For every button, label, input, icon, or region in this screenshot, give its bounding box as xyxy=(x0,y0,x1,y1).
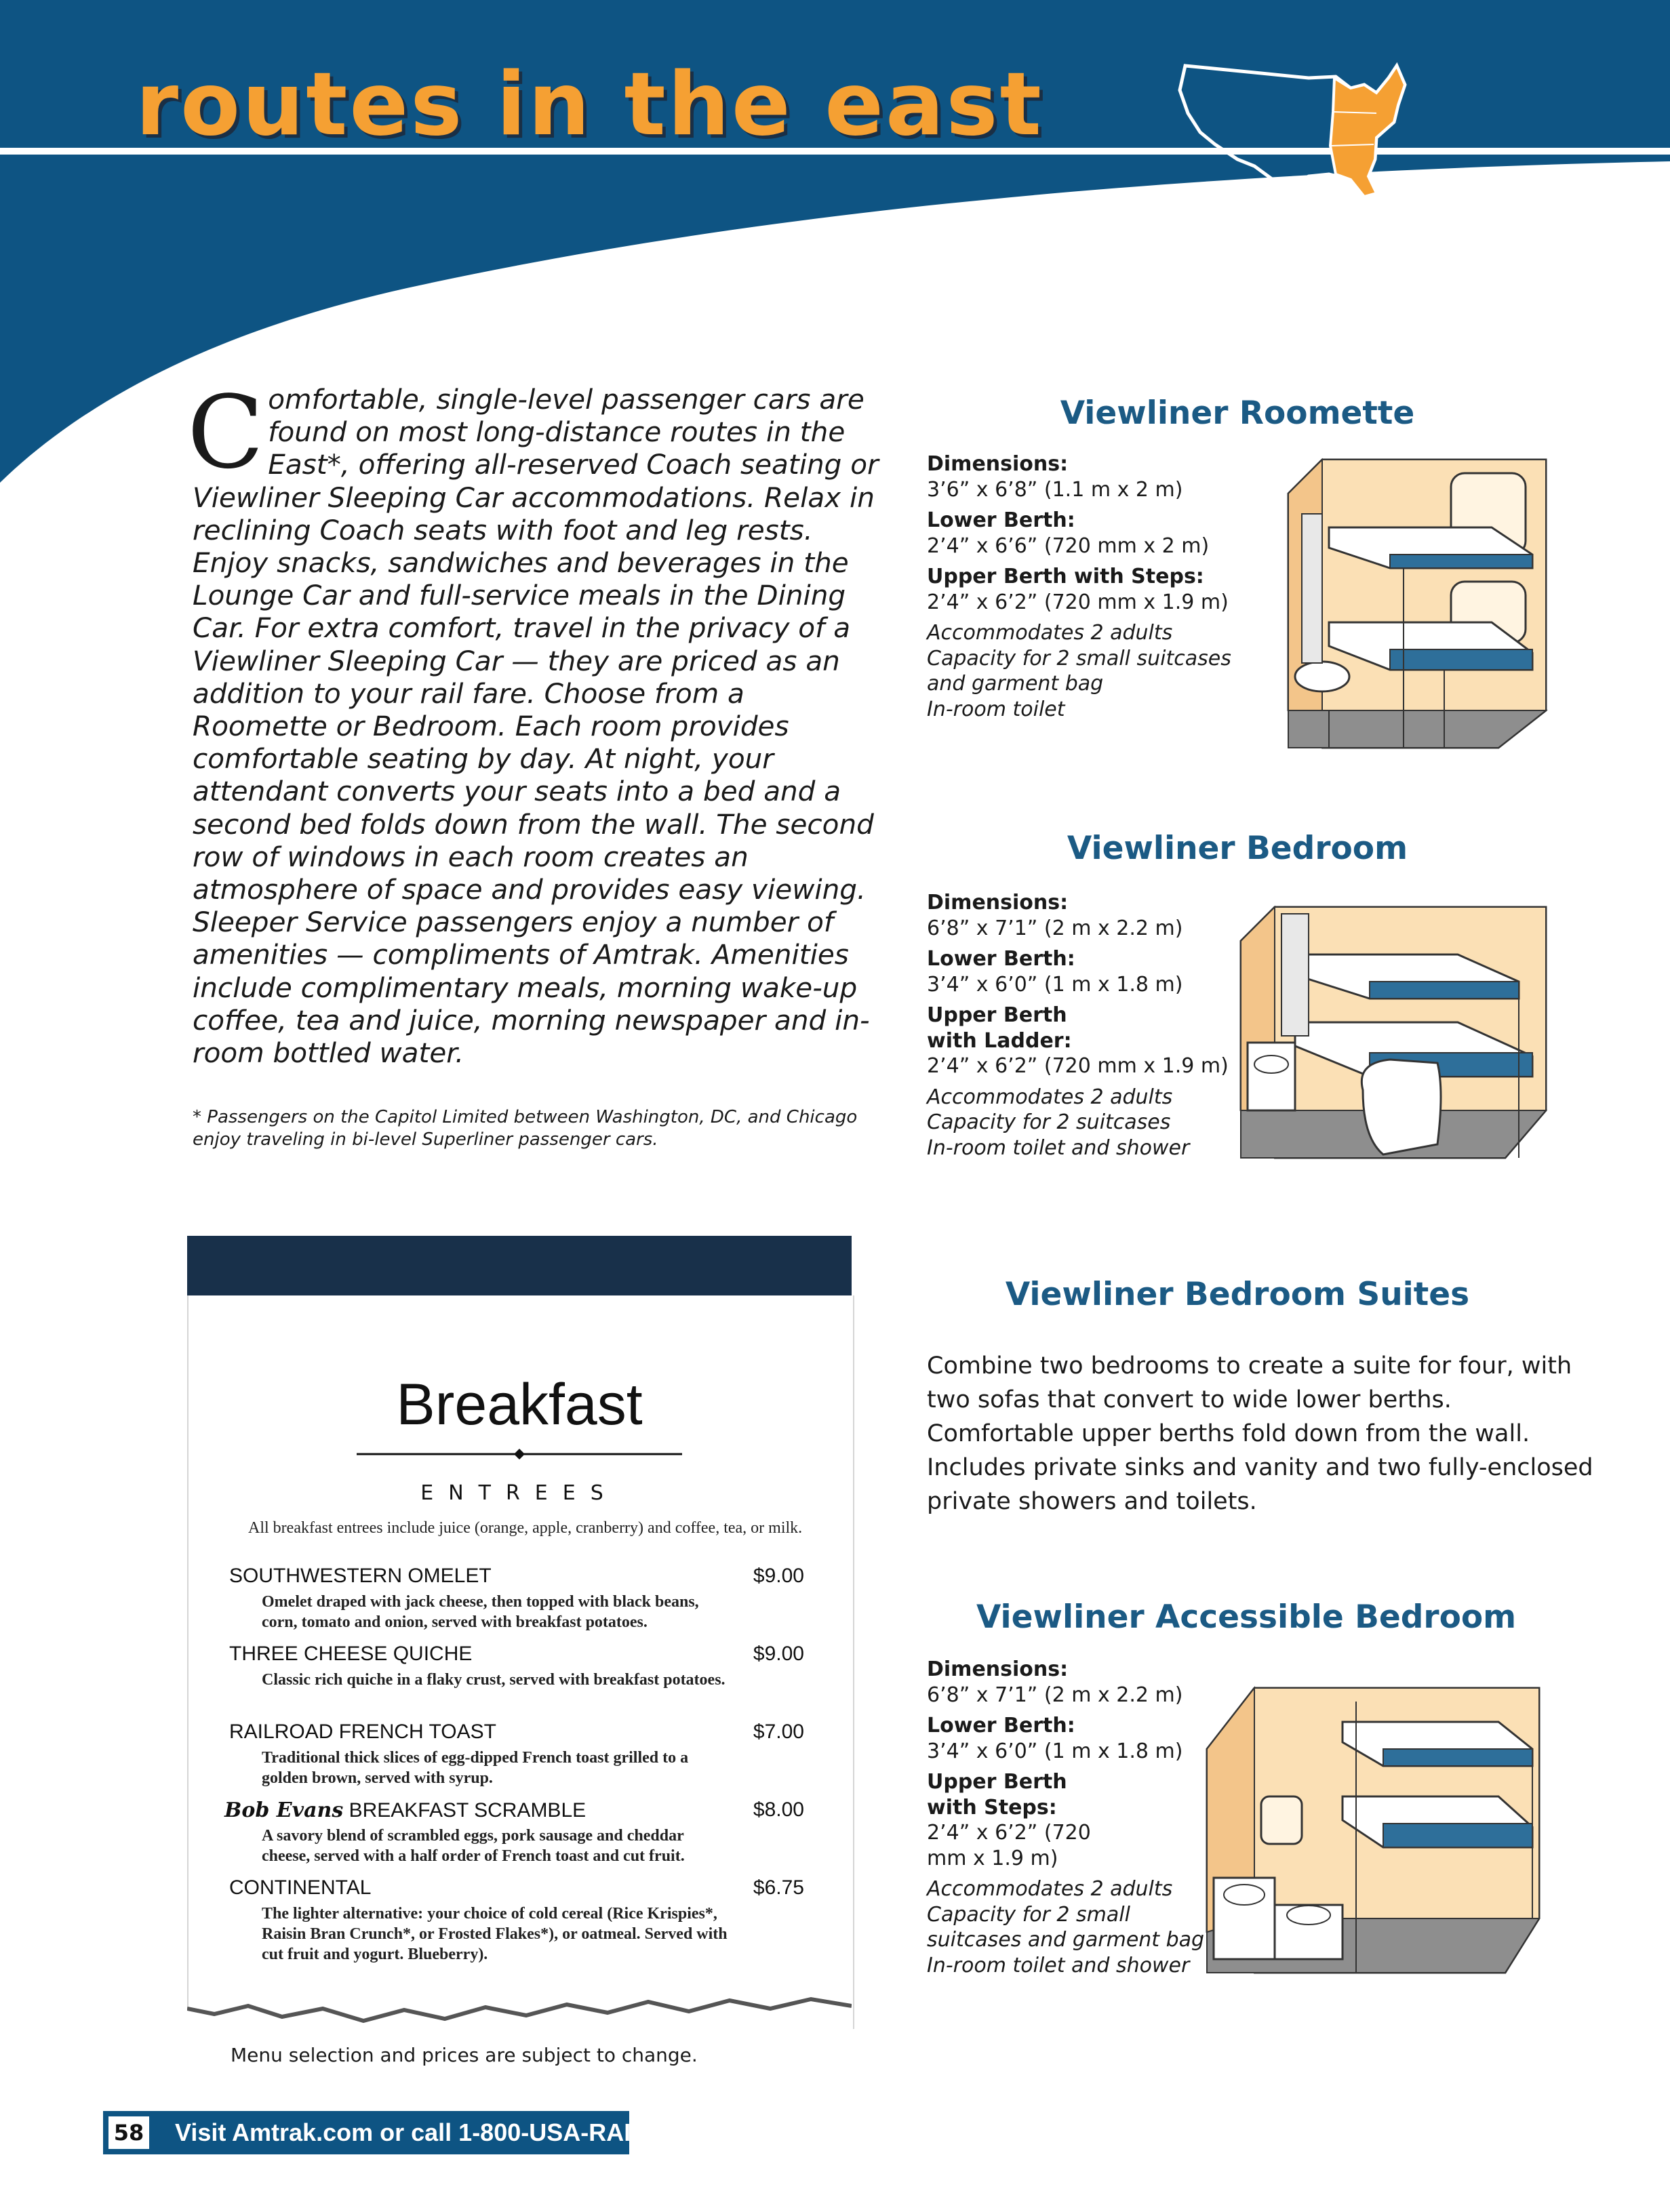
menu-caption: Menu selection and prices are subject to change. xyxy=(231,2044,698,2066)
bedroom-specs xyxy=(927,890,1252,1161)
bedroom-lower-label: Lower Berth: xyxy=(927,947,1075,971)
menu-divider-ornament xyxy=(357,1447,682,1461)
bedroom-dim-label: Dimensions: xyxy=(927,891,1069,914)
menu-item-price: $9.00 xyxy=(753,1643,804,1665)
menu-title: Breakfast xyxy=(396,1372,643,1437)
page-number: 58 xyxy=(108,2116,149,2149)
accessible-bedroom-illustration xyxy=(1200,1674,1546,1986)
torn-paper-edge xyxy=(187,1982,852,2030)
bedroom-note-luggage: Capacity for 2 suitcases xyxy=(927,1110,1171,1134)
accessible-lower-value: 3’4” x 6’0” (1 m x 1.8 m) xyxy=(927,1739,1183,1763)
accessible-upper-value: 2’4” x 6’2” (720 mm x 1.9 m) xyxy=(927,1821,1091,1870)
menu-header-bar xyxy=(187,1236,852,1295)
menu-item-name-row xyxy=(224,1798,586,1822)
menu-item-description: Traditional thick slices of egg-dipped French toast grilled to a golden brown, served with syrup. xyxy=(262,1749,689,1787)
accessible-title: Viewliner Accessible Bedroom xyxy=(976,1598,1517,1636)
roomette-lower-label: Lower Berth: xyxy=(927,508,1075,532)
footer-contact-link[interactable]: Visit Amtrak.com or call 1-800-USA-RAIL xyxy=(175,2118,646,2146)
roomette-upper-label: Upper Berth with Steps: xyxy=(927,565,1204,588)
us-map-icon xyxy=(1173,58,1417,200)
page-title: routes in the east xyxy=(136,54,1043,155)
intro-text: omfortable, single-level passenger cars are found on most long-distance routes in the East*, offering all-reserved Coach seating or Viewliner Sleeping Car accommodations. Relax in reclining Coach seats with foot and leg rests. Enjoy snacks, sandwiches and beverages in the Lounge Car and full-service meals in the Dining Car. For extra comfort, travel in the privacy of a Viewliner Sleeping Car — they are priced as an addition to your rail fare. Choose from a Roomette or Bedroom. Each room provides comfortable seating by day. At night, your attendant converts your seats into a bed and a second bed folds down from the wall. The second row of windows in each room creates an atmosphere of space and provides easy viewing. Sleeper Service passengers enjoy a number of amenities — compliments of Amtrak. Amenities include complimentary meals, morning wake-up coffee, tea and juice, morning newspaper and in-room bottled water. xyxy=(193,383,879,1070)
menu-item-price: $9.00 xyxy=(753,1565,804,1587)
accessible-dim-value: 6’8” x 7’1” (2 m x 2.2 m) xyxy=(927,1683,1183,1707)
bedroom-note-capacity: Accommodates 2 adults xyxy=(927,1085,1173,1109)
accessible-upper-label: Upper Berth with Steps: xyxy=(927,1770,1067,1819)
menu-item-description: Omelet draped with jack cheese, then topped with black beans, corn, tomato and onion, served with breakfast potatoes. xyxy=(262,1593,699,1631)
menu-subtitle: ENTREES xyxy=(420,1481,618,1505)
suites-title: Viewliner Bedroom Suites xyxy=(1005,1276,1470,1313)
roomette-dim-label: Dimensions: xyxy=(927,452,1069,476)
bedroom-note-shower: In-room toilet and shower xyxy=(927,1135,1190,1160)
roomette-upper-value: 2’4” x 6’2” (720 mm x 1.9 m) xyxy=(927,590,1229,614)
accessible-note-luggage: Capacity for 2 small suitcases and garment bag xyxy=(927,1902,1205,1952)
bob-evans-logo: Bob Evans xyxy=(224,1798,344,1822)
roomette-illustration xyxy=(1275,453,1553,751)
roomette-note-capacity: Accommodates 2 adults xyxy=(927,621,1173,645)
accessible-note-shower: In-room toilet and shower xyxy=(927,1953,1190,1977)
intro-paragraph xyxy=(187,374,884,1070)
menu-item-name: RAILROAD FRENCH TOAST xyxy=(229,1721,496,1743)
suites-description: Combine two bedrooms to create a suite for four, with two sofas that convert to wide lower berths. Comfortable upper berths fold down from the wall. Includes private sinks and vanity and two fully-enclosed private showers and toilets. xyxy=(927,1352,1593,1515)
bedroom-upper-value: 2’4” x 6’2” (720 mm x 1.9 m) xyxy=(927,1054,1229,1078)
menu-item-price: $6.75 xyxy=(753,1876,804,1899)
menu-item-name: CONTINENTAL xyxy=(229,1876,372,1899)
accessible-lower-label: Lower Berth: xyxy=(927,1714,1075,1737)
roomette-dim-value: 3’6” x 6’8” (1.1 m x 2 m) xyxy=(927,477,1183,502)
roomette-lower-value: 2’4” x 6’6” (720 mm x 2 m) xyxy=(927,534,1210,558)
bedroom-lower-value: 3’4” x 6’0” (1 m x 1.8 m) xyxy=(927,972,1183,997)
bedroom-illustration xyxy=(1234,887,1553,1165)
intro-footnote: * Passengers on the Capitol Limited between Washington, DC, and Chicago enjoy traveling in bi-level Superliner passenger cars. xyxy=(193,1107,858,1150)
menu-item-price: $7.00 xyxy=(753,1721,804,1743)
menu-item-name: THREE CHEESE QUICHE xyxy=(229,1643,473,1665)
roomette-title: Viewliner Roomette xyxy=(1060,395,1415,432)
bedroom-dim-value: 6’8” x 7’1” (2 m x 2.2 m) xyxy=(927,916,1183,940)
menu-item-description: Classic rich quiche in a flaky crust, served with breakfast potatoes. xyxy=(262,1671,725,1689)
roomette-note-luggage: Capacity for 2 small suitcases and garment bag xyxy=(927,646,1231,696)
bedroom-title: Viewliner Bedroom xyxy=(1067,830,1408,867)
menu-item-name: SOUTHWESTERN OMELET xyxy=(229,1565,492,1587)
accessible-note-capacity: Accommodates 2 adults xyxy=(927,1877,1173,1901)
menu-intro: All breakfast entrees include juice (orange, apple, cranberry) and coffee, tea, or milk. xyxy=(248,1519,803,1537)
menu-item-description: The lighter alternative: your choice of cold cereal (Rice Krispies*, Raisin Bran Crunch*, or Frosted Flakes*), or oatmeal. Served with cut fruit and yogurt. Blueberry). xyxy=(262,1905,728,1963)
drop-cap: C xyxy=(187,374,264,491)
accessible-dim-label: Dimensions: xyxy=(927,1657,1069,1681)
menu-item-description: A savory blend of scrambled eggs, pork sausage and cheddar cheese, served with a half order of French toast and cut fruit. xyxy=(262,1827,685,1865)
bedroom-upper-label: Upper Berth with Ladder: xyxy=(927,1003,1072,1053)
roomette-specs xyxy=(927,451,1252,722)
roomette-note-toilet: In-room toilet xyxy=(927,697,1065,721)
breakfast-menu xyxy=(187,1236,852,2029)
menu-item-price: $8.00 xyxy=(753,1798,804,1821)
menu-item-name: BREAKFAST SCRAMBLE xyxy=(349,1799,587,1822)
